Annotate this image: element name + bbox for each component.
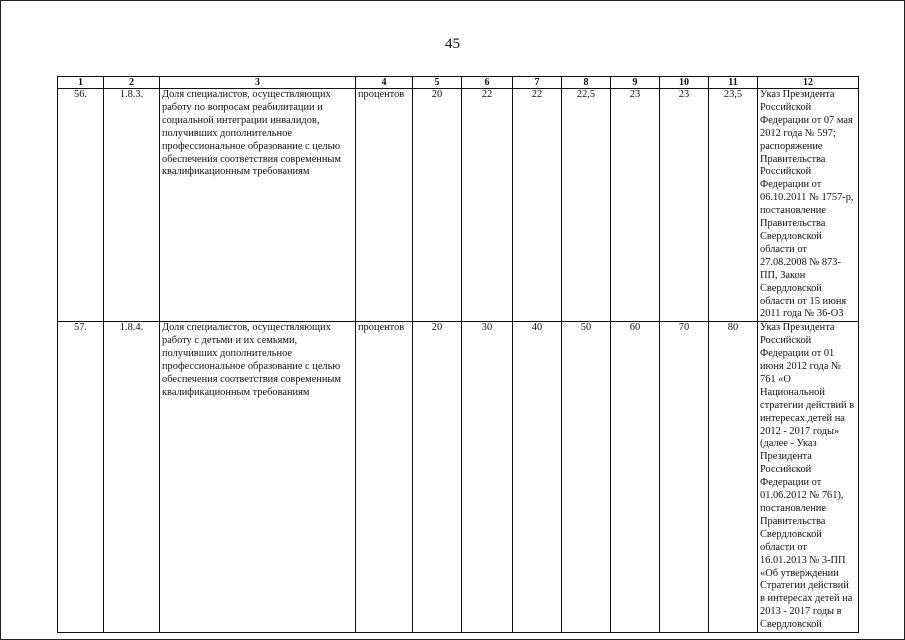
header-cell: 8 — [562, 77, 611, 89]
header-cell: 10 — [660, 77, 709, 89]
row-value: 20 — [413, 322, 462, 633]
indicators-table — [57, 76, 859, 633]
row-description: Доля специалистов, осуществляющих работу по вопросам реабилитации и социальной интеграции инвалидов, получивших дополнительное профессиональное образование с целью обеспечения соответствия современным квалификационным требованиям — [160, 89, 356, 322]
header-cell: 12 — [758, 77, 859, 89]
row-value: 23 — [611, 89, 660, 322]
row-number: 56. — [58, 89, 104, 322]
header-cell: 1 — [58, 77, 104, 89]
header-cell: 6 — [462, 77, 513, 89]
row-value: 22,5 — [562, 89, 611, 322]
header-cell: 5 — [413, 77, 462, 89]
row-basis: Указ Президента Российской Федерации от 07 мая 2012 года № 597; распоряжение Правительства Российской Федерации от 06.10.2011 № 1757-р, постановление Правительства Свердловской области от 27.08.2008 № 873-ПП, Закон Свердловской области от 15 июня 2011 года № 36-ОЗ — [758, 89, 859, 322]
row-value: 60 — [611, 322, 660, 633]
header-cell: 7 — [513, 77, 562, 89]
row-value: 20 — [413, 89, 462, 322]
row-value: 50 — [562, 322, 611, 633]
header-cell: 11 — [709, 77, 758, 89]
row-unit: процентов — [356, 89, 413, 322]
row-description: Доля специалистов, осуществляющих работу с детьми и их семьями, получивших дополнительное профессиональное образование с целью обеспечения соответствия современным квалификационным требованиям — [160, 322, 356, 633]
row-code: 1.8.4. — [104, 322, 160, 633]
page-number: 45 — [445, 36, 460, 52]
table-row — [58, 89, 859, 322]
header-cell: 4 — [356, 77, 413, 89]
table-row — [58, 322, 859, 633]
row-value: 22 — [462, 89, 513, 322]
header-row — [58, 77, 859, 89]
row-number: 57. — [58, 322, 104, 633]
row-value: 23 — [660, 89, 709, 322]
row-value: 70 — [660, 322, 709, 633]
row-value: 80 — [709, 322, 758, 633]
row-value: 22 — [513, 89, 562, 322]
row-basis: Указ Президента Российской Федерации от 01 июня 2012 года № 761 «О Национальной стратегии действий в интересах детей на 2012 - 2017 годы» (далее - Указ Президента Российской Федерации от 01.06.2012 № 761), постановление Правительства Свердловской области от 16.01.2013 № 3-ПП «Об утверждении Стратегии действий в интересах детей на 2013 - 2017 годы в Свердловской — [758, 322, 859, 633]
row-code: 1.8.3. — [104, 89, 160, 322]
row-unit: процентов — [356, 322, 413, 633]
row-value: 23,5 — [709, 89, 758, 322]
row-value: 30 — [462, 322, 513, 633]
row-value: 40 — [513, 322, 562, 633]
header-cell: 9 — [611, 77, 660, 89]
header-cell: 3 — [160, 77, 356, 89]
header-cell: 2 — [104, 77, 160, 89]
